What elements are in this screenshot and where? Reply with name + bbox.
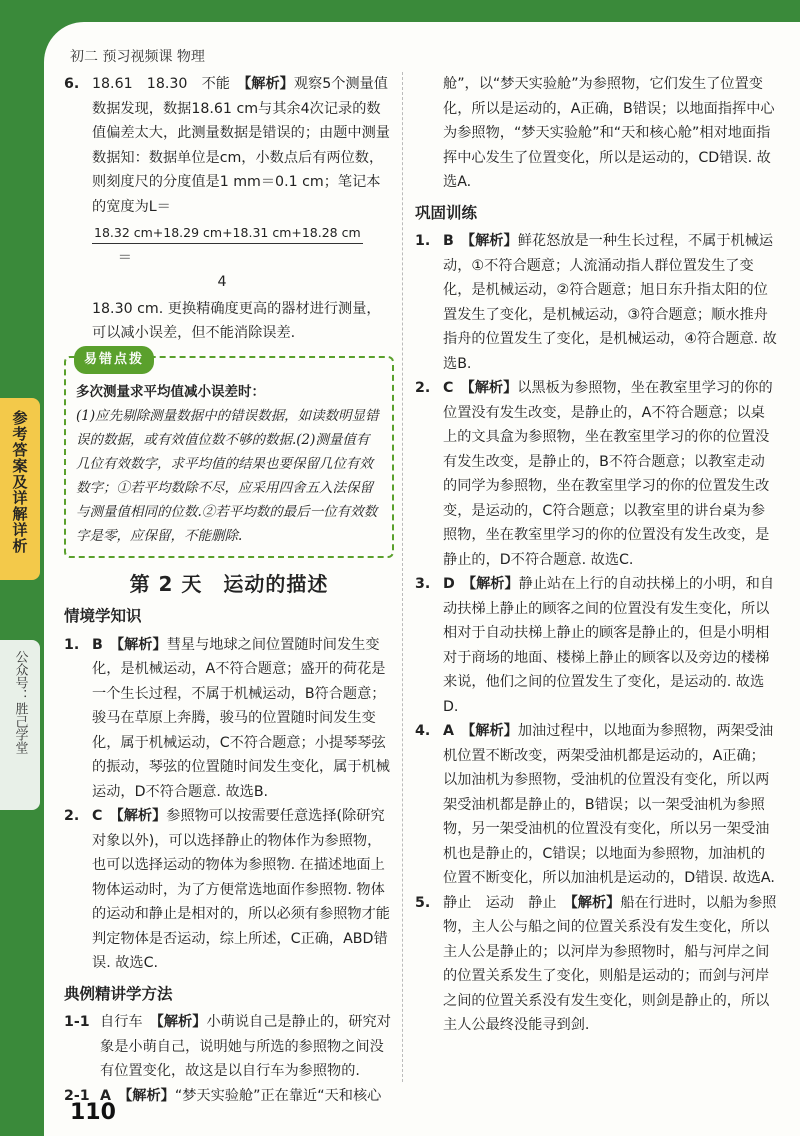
answer-item-t4 (415, 719, 777, 891)
right-column (415, 72, 777, 1038)
tip-body: (1)应先剔除测量数据中的错误数据，如读数明显错误的数据，或有效值位数不够的数据.(2)测量值有几位有效数字，求平均值的结果也要保留几位有效数字；①若平均数除不尽，应采用四舍五入法保留与测量值相同的位数.②若平均数的最后一位有效数字是零，应保留，不能删除. (76, 407, 379, 544)
answer-item-t3 (415, 572, 777, 719)
analysis-tag: 【解析】 (570, 894, 621, 911)
item-text: 船在行进时，以船为参照物，主人公与船之间的位置关系没有发生变化，所以主人公是静止的；以河岸为参照物时，船与河岸之间的位置关系发生了变化，则船是运动的；而剑与河岸之间的位置关系没有发生变化，则剑是静止的，所以主人公最终没能寻到剑. (443, 894, 777, 1033)
item-text-cont: 18.30 cm. 更换精确度更高的器材进行测量，可以减小误差，但不能消除误差. (92, 300, 381, 341)
chapter-title: 第 2 天 运动的描述 (129, 571, 329, 596)
item-number: 2. (64, 808, 80, 824)
item-answer: 18.61 18.30 不能 (92, 76, 245, 92)
analysis-tag: 【解析】 (467, 380, 518, 396)
answer-item-1 (64, 633, 394, 805)
publisher-label: 公众号：胜己学堂 (12, 650, 28, 754)
item-answer: A (443, 723, 454, 739)
item-text: 加油过程中，以地面为参照物，两架受油机位置不断改变，两架受油机都是运动的，A正确；以加油机为参照物，受油机的位置没有变化，所以两架受油机都是静止的，B错误；以一架受油机为参照物，另一架受油机的位置没有变化，所以另一架受油机也是静止的，C错误；以地面为参照物，加油机的位置不断变化，所以加油机是运动的，D错误. 故选A. (443, 723, 775, 886)
item-number: 1. (64, 636, 80, 653)
section-heading: 巩固训练 (415, 203, 478, 222)
item-text: 参照物可以按需要任意选择(除研究对象以外)，可以选择静止的物体作为参照物，也可以选择运动的物体为参照物. 在描述地面上物体运动时，为了方便常选地面作参照物. 物体的运动和静止是相对的，所以必须有参照物才能判定物体是否运动，综上所述，C正确，ABD错误. 故选C. (92, 808, 390, 971)
answer-item-2 (64, 804, 394, 976)
continued-text: 舱”，以“梦天实验舱”为参照物，它们发生了位置变化，所以是运动的，A正确，B错误；以地面指挥中心为参照物，“梦天实验舱”和“天和核心舱”相对地面指挥中心发生了位置变化，所以是运动的，CD错误. 故选A. (443, 76, 775, 190)
analysis-tag: 【解析】 (468, 233, 518, 249)
item-number: 2. (415, 380, 431, 396)
running-title: 初二 预习视频课 物理 (70, 49, 205, 65)
average-formula (92, 221, 394, 295)
left-column (64, 72, 394, 1108)
analysis-tag: 【解析】 (116, 808, 167, 824)
item-answer: C (443, 380, 454, 396)
item-text: “梦天实验舱”正在靠近“天和核心 (174, 1087, 382, 1104)
answer-item-t1 (415, 229, 777, 376)
formula-equals: ＝ (117, 249, 132, 266)
analysis-tag: 【解析】 (468, 723, 518, 739)
item-number: 3. (415, 576, 431, 592)
answer-side-tab (0, 398, 40, 580)
tip-title: 多次测量求平均值减小误差时： (76, 383, 265, 400)
item-answer: A (100, 1087, 111, 1104)
answer-item-t2 (415, 376, 777, 572)
item-text: 小萌说自己是静止的，研究对象是小萌自己，说明她与所选的参照物之间没有位置变化，故这是以自行车为参照物的. (100, 1014, 391, 1079)
item-number: 4. (415, 723, 431, 739)
tip-box (64, 351, 394, 558)
item-text: 观察5个测量值数据发现，数据18.61 cm与其余4次记录的数值偏差太大，此测量数据是错误的；由题中测量数据知：数据单位是cm，小数点后有两位数，则刻度尺的分度值是1 mm＝0.1 cm；笔记本的宽度为L＝ (92, 76, 390, 215)
answer-item-6 (64, 72, 394, 346)
item-answer: B (92, 636, 103, 653)
analysis-tag: 【解析】 (117, 636, 167, 653)
item-number: 5. (415, 894, 431, 911)
item-text: 静止站在上行的自动扶梯上的小明，和自动扶梯上静止的顾客之间的位置没有发生变化，所以相对于自动扶梯上静止的顾客是静止的，但是小明相对于商场的地面、楼梯上静止的顾客以及旁边的楼梯来说，他们之间的位置发生了变化，是运动的. 故选D. (443, 576, 775, 715)
item-number: 2-1 (64, 1087, 90, 1104)
item-answer: B (443, 233, 454, 249)
item-text: 鲜花怒放是一种生长过程，不属于机械运动，①不符合题意；人流涌动指人群位置发生了变化，是机械运动，②符合题意；旭日东升指太阳的位置发生了变化，是机械运动，③符合题意；顺水推舟指舟的位置发生了变化，是机械运动，④符合题意. 故选B. (443, 233, 777, 372)
analysis-tag: 【解析】 (125, 1087, 175, 1104)
item-text: 彗星与地球之间位置随时间发生变化，是机械运动，A不符合题意；盛开的荷花是一个生长过程，不属于机械运动，B符合题意；骏马在草原上奔腾，骏马的位置随时间发生变化，属于机械运动，C不符合题意；小提琴琴弦的振动，琴弦的位置随时间发生变化，属于机械运动，D不符合题意. 故选B. (92, 636, 390, 800)
formula-denominator: 4 (217, 274, 227, 290)
item-answer: D (443, 576, 455, 592)
answer-tab-label: 参考答案及详解详析 (10, 410, 29, 554)
section-heading: 典例精讲学方法 (64, 984, 173, 1003)
item-number: 1-1 (64, 1014, 90, 1030)
publisher-side-tab (0, 640, 40, 810)
tip-label: 易错点拨 (74, 346, 154, 374)
analysis-tag: 【解析】 (244, 76, 294, 92)
page-number: 110 (70, 1100, 116, 1125)
item-answer: 自行车 (100, 1014, 143, 1030)
section-heading: 情境学知识 (64, 607, 142, 625)
analysis-tag: 【解析】 (156, 1014, 207, 1030)
item-answer: 静止 运动 静止 (443, 894, 557, 911)
formula-numerator: 18.32 cm+18.29 cm+18.31 cm+18.28 cm (92, 223, 363, 244)
item-answer: C (92, 808, 103, 824)
answer-item-t5 (415, 891, 777, 1038)
column-divider (402, 72, 403, 1082)
analysis-tag: 【解析】 (468, 576, 519, 592)
item-number: 1. (415, 233, 431, 249)
answer-item-1-1 (64, 1010, 394, 1084)
item-number: 6. (64, 76, 80, 92)
item-text: 以黑板为参照物，坐在教室里学习的你的位置没有发生改变，是静止的，A不符合题意；以桌上的文具盒为参照物，坐在教室里学习的你的位置没有发生改变，是静止的，B不符合题意；以教室走动的同学为参照物，坐在教室里学习的你的位置发生改变，是运动的，C符合题意；以教室里的讲台桌为参照物，坐在教室里学习的你的位置没有发生改变，是静止的，D不符合题意. 故选C. (443, 380, 773, 568)
